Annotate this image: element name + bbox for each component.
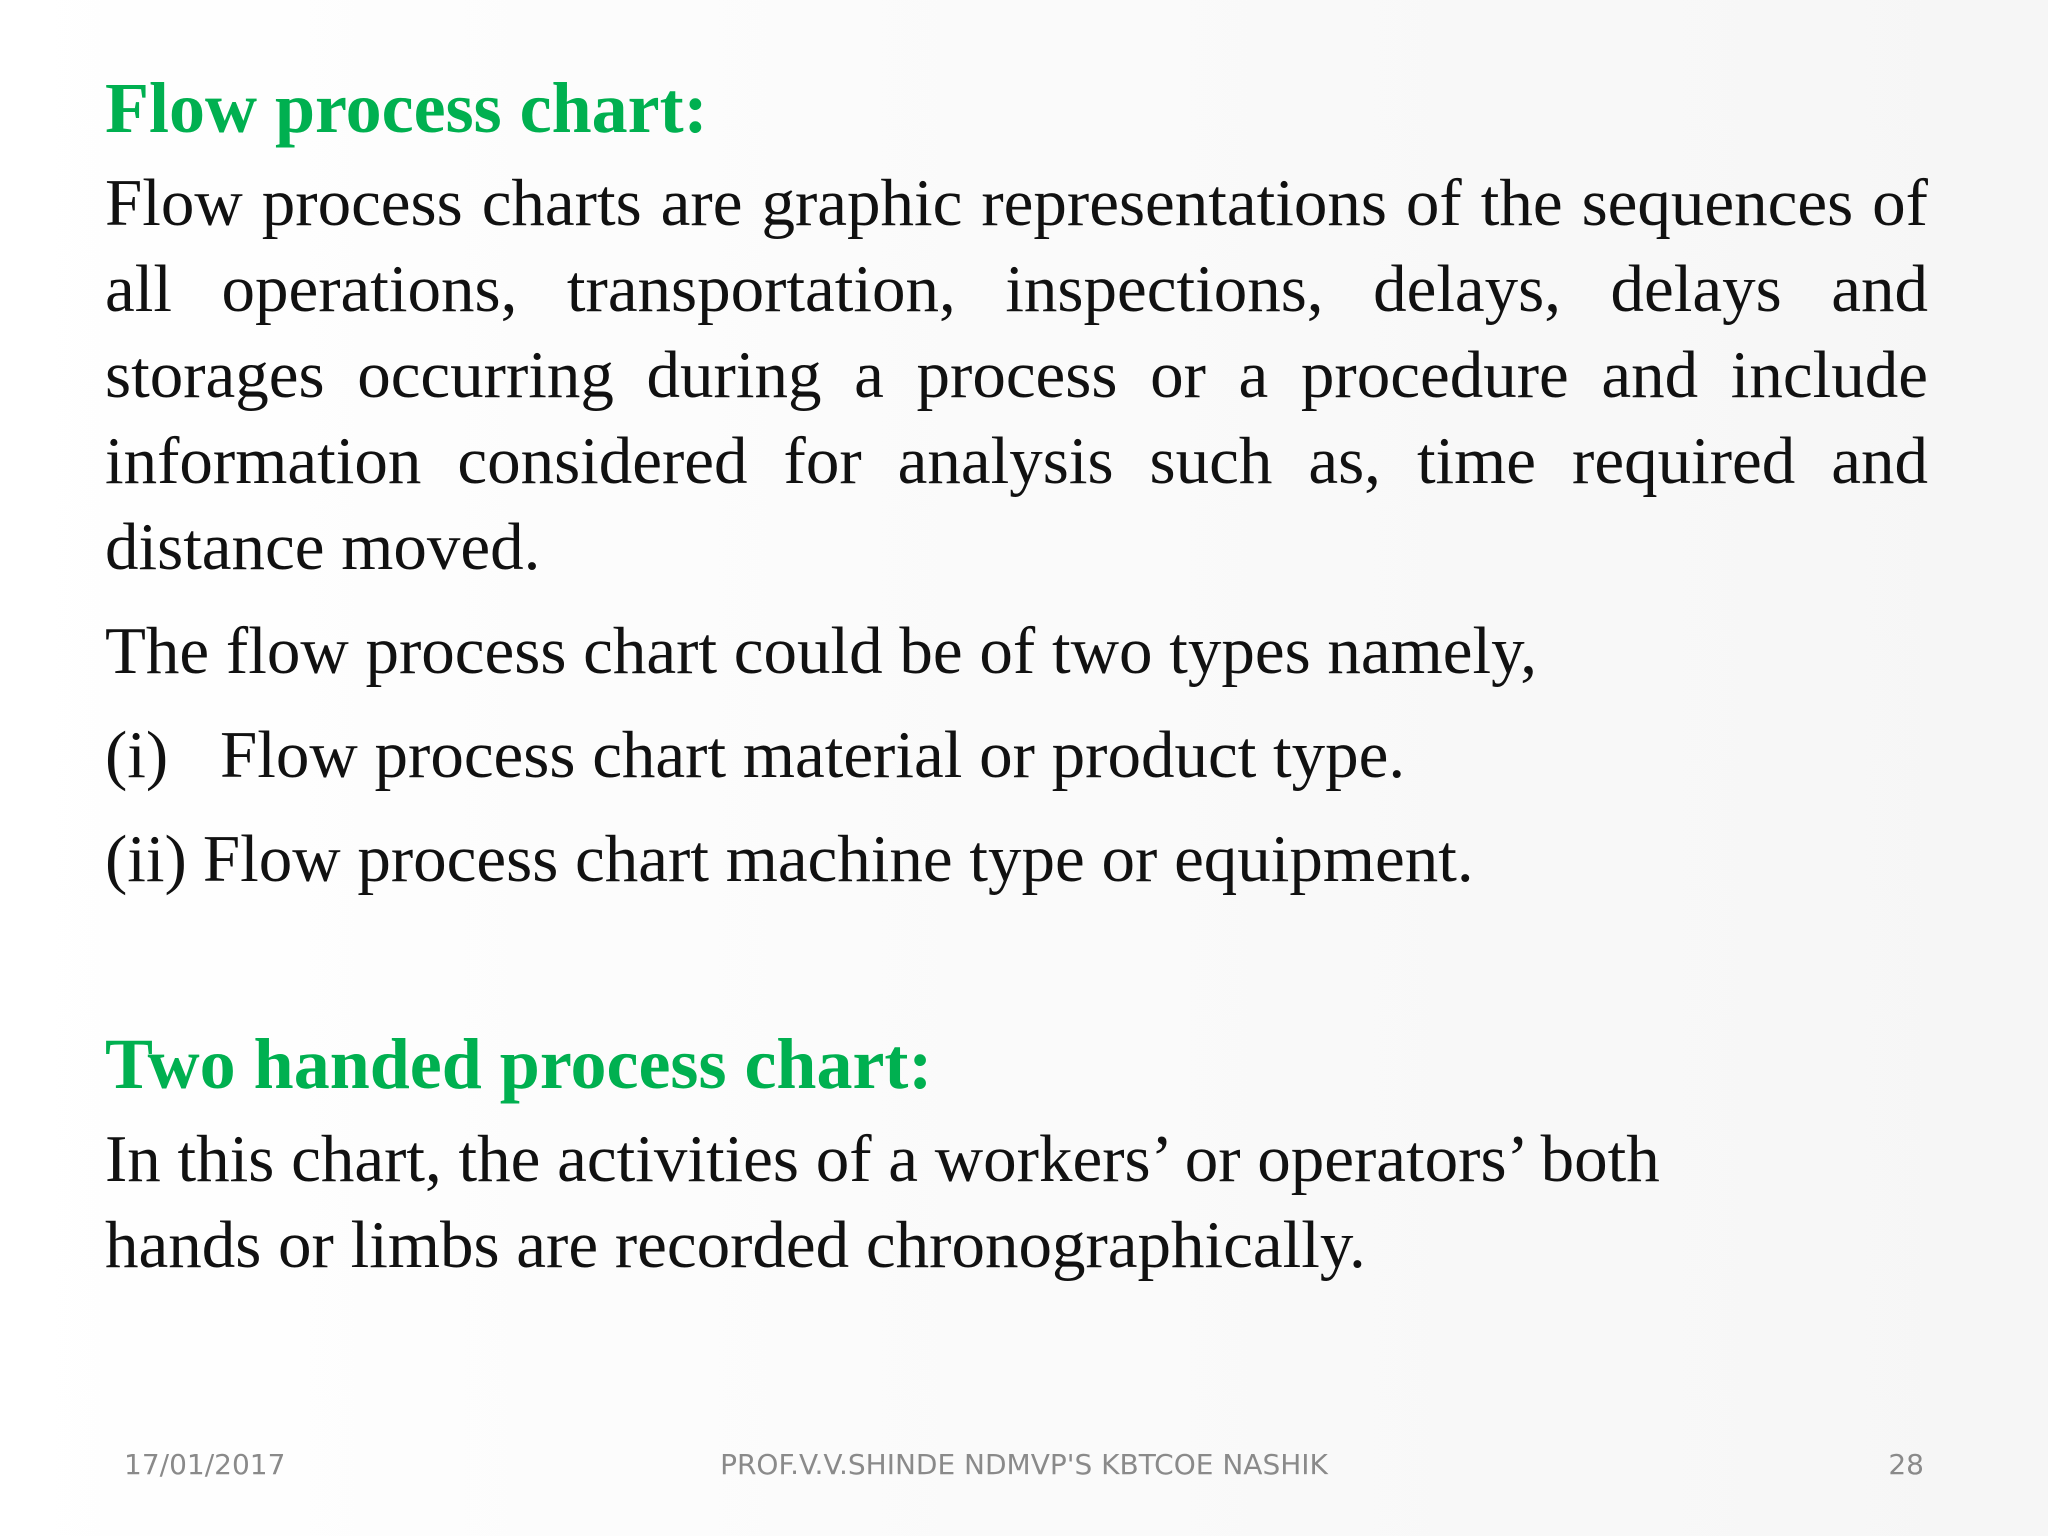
two-handed-chart-definition [105, 1116, 1928, 1288]
list-marker: (i) [105, 718, 169, 792]
footer-date: 17/01/2017 [124, 1448, 286, 1481]
flow-process-chart-definition: Flow process charts are graphic representations of the sequences of all operations, transportation, inspections, delays, delays and storages occurring during a process or a procedure and include information considered for analysis such as, time required and distance moved. [105, 166, 1928, 584]
list-item-text: Flow process chart machine type or equipment. [202, 822, 1474, 896]
list-marker: (ii) [105, 822, 187, 896]
slide-content [105, 62, 1928, 1288]
definition-line-1: In this chart, the activities of a workers’ or operators’ both [105, 1122, 1660, 1196]
chart-type-item-machine [105, 816, 1928, 902]
two-handed-process-chart-heading: Two handed process chart: [105, 1024, 933, 1104]
definition-line-2: hands or limbs are recorded chronographically. [105, 1208, 1366, 1282]
list-item-text: Flow process chart material or product type. [220, 718, 1406, 792]
footer-author: PROF.V.V.SHINDE NDMVP'S KBTCOE NASHIK [720, 1448, 1328, 1481]
flow-process-chart-heading: Flow process chart: [105, 68, 708, 148]
chart-types-intro: The flow process chart could be of two types namely, [105, 614, 1537, 688]
chart-type-item-material [105, 712, 1928, 798]
footer-page-number: 28 [1888, 1448, 1924, 1481]
